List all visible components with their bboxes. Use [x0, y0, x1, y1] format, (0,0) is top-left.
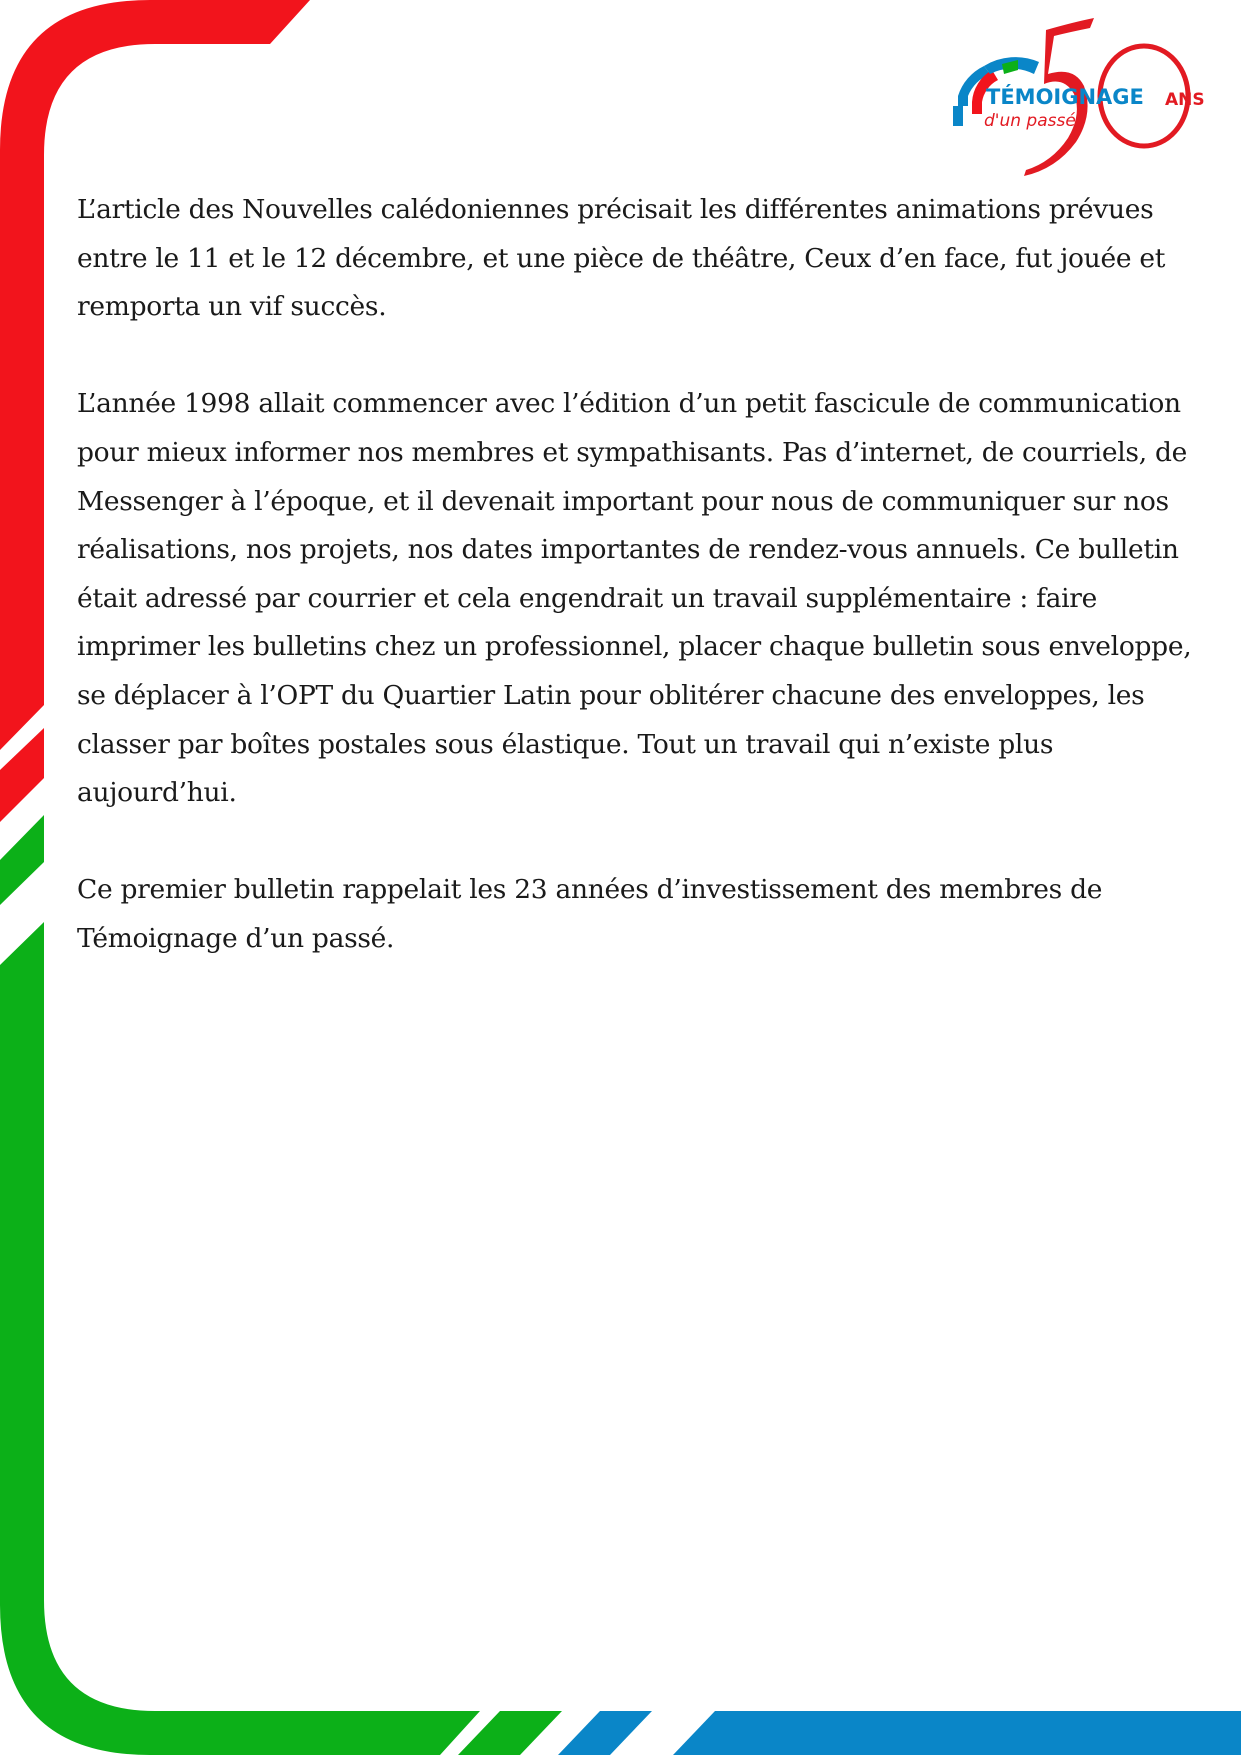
frame-blue-chunk	[558, 1711, 652, 1755]
article-body	[77, 186, 1207, 1012]
logo-subtitle: d'un passé	[984, 111, 1076, 131]
frame-green-band	[0, 922, 480, 1755]
logo-name: TÉMOIGNAGE	[986, 85, 1144, 109]
frame-green-chunk	[0, 815, 44, 905]
logo-anniversary-unit: ANS	[1165, 90, 1205, 110]
article-paragraph-3: Ce premier bulletin rappelait les 23 années d’investissement des membres de Témoignage d’un passé.	[77, 874, 1103, 954]
temoignage-50-ans-logo	[944, 14, 1229, 179]
article-paragraph-2: L’année 1998 allait commencer avec l’édition d’un petit fascicule de communication pour mieux informer nos membres et sympathisants. Pas d’internet, de courriels, de Messenger à l’époque, et il devenait important pour nous de communiquer sur nos réalisations, nos projets, nos dates importantes de rendez-vous annuels. Ce bulletin était adressé par courrier et cela engendrait un travail supplémentaire : faire imprimer les bulletins chez un professionnel, placer chaque bulletin sous enveloppe, se déplacer à l’OPT du Quartier Latin pour oblitérer chacune des enveloppes, les classer par boîtes postales sous élastique. Tout un travail qui n’existe plus aujourd’hui.	[77, 388, 1192, 809]
frame-blue-band	[673, 1711, 1241, 1755]
article-paragraph-1: L’article des Nouvelles calédoniennes précisait les différentes animations prévues entre le 11 et le 12 décembre, et une pièce de théâtre, Ceux d’en face, fut jouée et remporta un vif succès.	[77, 194, 1166, 323]
